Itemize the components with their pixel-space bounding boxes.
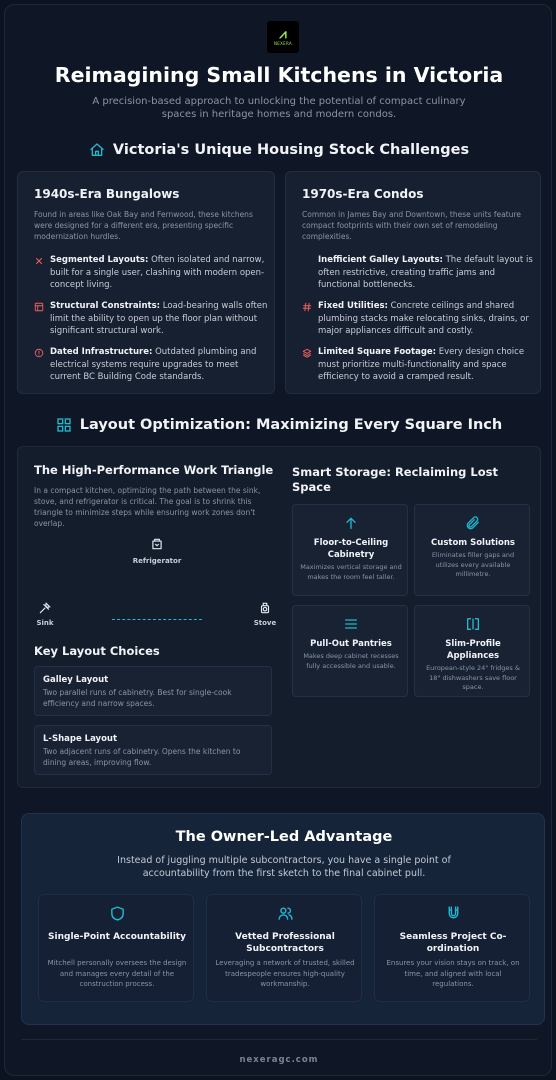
alert-circle-icon <box>34 348 44 358</box>
condos-item: Inefficient Galley Layouts: The default layout is often restrictive, creating traffic jams and functional bottlenecks. <box>318 255 533 290</box>
bungalows-item: Segmented Layouts: Often isolated and narrow, built for a single user, clashing with modern open-concept living. <box>50 255 265 290</box>
choice-title: Galley Layout <box>43 675 109 685</box>
storage-tile-desc: Maximizes vertical storage and makes the room feel taller. <box>300 563 402 581</box>
choice-card-galley <box>34 666 272 716</box>
bungalows-card <box>17 171 275 394</box>
condos-item: Fixed Utilities: Concrete ceilings and shared plumbing stacks make relocating sinks, drains, or major appliances difficult and costly. <box>318 301 529 336</box>
users-icon <box>277 905 294 922</box>
refrigerator-icon <box>150 537 164 551</box>
layout-icon <box>34 302 44 312</box>
page <box>4 4 552 1076</box>
advantage-card <box>38 894 194 1002</box>
logo-text: NEXERA <box>274 41 292 46</box>
advantage-card-desc: Ensures your vision stays on track, on time, and aligned with local regulations. <box>386 959 520 988</box>
condos-item: Limited Square Footage: Every design choice must prioritize multi-functionality and space efficiency to avoid a cramped result. <box>318 347 525 382</box>
stove-icon <box>258 601 272 615</box>
section-heading-layout <box>5 417 552 433</box>
condos-intro: Common in James Bay and Downtown, these units feature compact footprints with their own set of remodeling complexities. <box>302 210 522 241</box>
condos-card <box>285 171 541 394</box>
advantage-card-title: Single-Point Accountability <box>48 932 186 942</box>
grid-icon <box>56 417 72 433</box>
layout-choices-title: Key Layout Choices <box>34 644 160 658</box>
bungalows-intro: Found in areas like Oak Bay and Fernwood, these kitchens were designed for a different era, presenting specific modernization hurdles. <box>34 210 253 241</box>
owner-led-advantage-panel <box>21 813 545 1025</box>
advantage-card-title: Vetted Professional Subcontractors <box>235 932 335 954</box>
section-heading-text: Victoria's Unique Housing Stock Challenges <box>112 142 470 158</box>
storage-tile-title: Custom Solutions <box>431 538 515 548</box>
choice-desc: Two parallel runs of cabinetry. Best for single-cook efficiency and narrow spaces. <box>43 688 232 708</box>
advantage-card <box>206 894 362 1002</box>
bungalows-item: Dated Infrastructure: Outdated plumbing and electrical systems require upgrades to meet current BC Building Code standards. <box>50 347 257 382</box>
section-heading-housing <box>5 142 552 158</box>
condos-title: 1970s-Era Condos <box>302 187 424 201</box>
footer-divider <box>21 1039 537 1040</box>
advantage-title: The Owner-Led Advantage <box>175 829 393 845</box>
menu-icon <box>343 616 359 632</box>
arrow-up-icon <box>343 515 359 531</box>
section-heading-text: Layout Optimization: Maximizing Every Square Inch <box>79 417 503 433</box>
bungalows-item: Structural Constraints: Load-bearing walls often limit the ability to open up the floor plan without significant structural work. <box>50 301 268 336</box>
stove-label: Stove <box>253 619 277 627</box>
page-title: Reimagining Small Kitchens in Victoria <box>54 63 504 87</box>
advantage-desc: Instead of juggling multiple subcontractors, you have a single point of accountability from the first sketch to the final cabinet pull. <box>117 855 451 879</box>
sink-label: Sink <box>36 619 54 627</box>
storage-tile-desc: European-style 24" fridges & 18" dishwashers save floor space. <box>426 664 520 691</box>
bungalows-title: 1940s-Era Bungalows <box>34 187 180 201</box>
refrigerator-label: Refrigerator <box>132 557 182 565</box>
storage-tile <box>414 605 530 697</box>
advantage-card-desc: Mitchell personally oversees the design and manages every detail of the construction process. <box>47 959 187 988</box>
hash-icon <box>302 302 312 312</box>
storage-tile <box>292 605 408 697</box>
smart-storage-title: Smart Storage: Reclaiming Lost Space <box>292 465 498 494</box>
shield-icon <box>109 905 126 922</box>
storage-tile <box>292 504 408 596</box>
storage-tile-title: Pull-Out Pantries <box>310 639 392 649</box>
choice-title: L-Shape Layout <box>43 734 118 744</box>
storage-tile-title: Floor-to-Ceiling Cabinetry <box>313 538 389 560</box>
storage-tile <box>414 504 530 596</box>
logo-mark: ⩘ <box>279 27 287 42</box>
footer-website[interactable]: nexeragc.com <box>239 1055 319 1065</box>
layout-panel <box>17 446 541 788</box>
triangle-connector <box>112 619 202 620</box>
page-subtitle: A precision-based approach to unlocking the potential of compact culinary spaces in heritage homes and modern condos. <box>92 96 466 120</box>
choice-card-lshape <box>34 725 272 775</box>
choice-desc: Two adjacent runs of cabinetry. Opens the kitchen to dining areas, improving flow. <box>43 747 241 767</box>
storage-tile-desc: Makes deep cabinet recesses fully accessible and usable. <box>303 652 399 670</box>
layers-icon <box>302 348 312 358</box>
advantage-card-desc: Leveraging a network of trusted, skilled tradespeople ensures high-quality workmanship. <box>215 959 355 988</box>
advantage-card <box>374 894 530 1002</box>
work-triangle-title: The High-Performance Work Triangle <box>34 463 274 477</box>
magnet-icon <box>445 905 462 922</box>
brand-logo <box>267 21 299 53</box>
x-icon <box>34 256 44 266</box>
work-triangle-intro: In a compact kitchen, optimizing the path between the sink, stove, and refrigerator is critical. The goal is to shrink this triangle to minimize steps while ensuring work zones don't overlap. <box>34 486 261 528</box>
paperclip-icon <box>465 515 481 531</box>
sink-icon <box>38 601 52 615</box>
storage-tile-title: Slim-Profile Appliances <box>445 639 501 661</box>
advantage-card-title: Seamless Project Co-ordination <box>399 932 507 954</box>
home-icon <box>89 142 105 158</box>
storage-tile-desc: Eliminates filler gaps and utilizes every available millimetre. <box>431 551 515 578</box>
columns-icon <box>465 616 481 632</box>
